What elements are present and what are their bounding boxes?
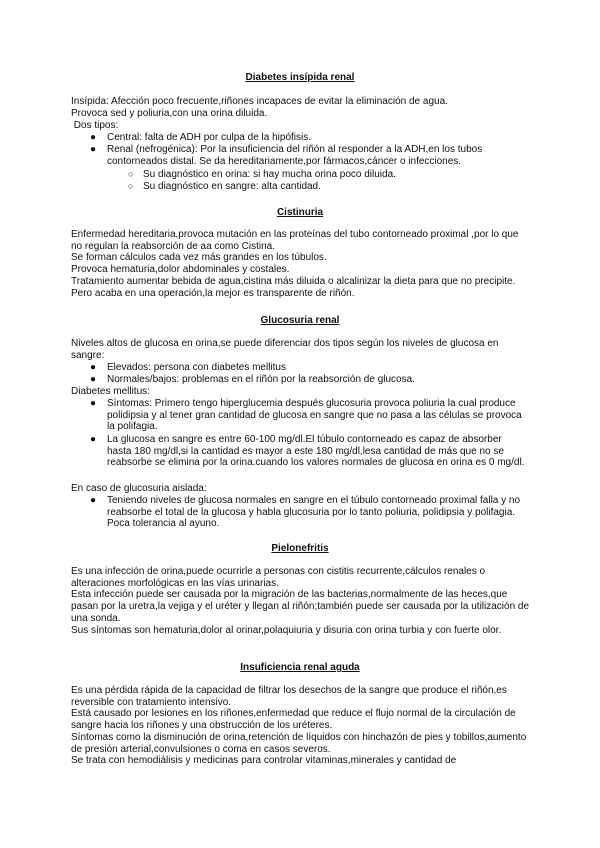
- paragraph-cistinuria: Enfermedad hereditaria,provoca mutación en las proteínas del tubo contorneado proximal ,por lo que no regulan la reabsorción de aa como Cistina. Se forman cálculos cada vez más grandes en los túbulos. Provoca hematuria,dolor abdominales y costales. Tratamiento aumentar bebida de agua,cistina más diluida o alcalinizar la dieta para que no precipite. Pero acaba en una operación,la mejor es transparente de riñón.: [71, 229, 519, 299]
- paragraph-glucosuria-intro: Niveles altos de glucosa en orina,se puede diferenciar dos tipos según los niveles de glucosa en sangre:: [71, 338, 499, 361]
- heading-cistinuria: Cistinuria: [276, 207, 324, 218]
- bullet-sintomas: Síntomas: Primero tengo hiperglucemia después glucosuria provoca poliuria la cual produce polidipsia y al tener gran cantidad de glucosa en sangre que no pasa a las células se provoca la polifagia.: [107, 398, 522, 433]
- heading-pielonefritis: Pielonefritis: [271, 543, 329, 554]
- bullet-dot: ●: [90, 434, 97, 445]
- bullet-dot: ●: [90, 374, 97, 385]
- bullet-dot: ●: [90, 362, 97, 373]
- sub-bullet-sangre: Su diagnóstico en sangre: alta cantidad.: [143, 181, 321, 192]
- sub-bullet-circle: ○: [128, 181, 134, 191]
- sub-bullet-circle: ○: [128, 169, 134, 179]
- paragraph-provoca-sed: Provoca sed y poliuria,con una orina diluida.: [71, 108, 268, 119]
- bullet-dot: ●: [90, 398, 97, 409]
- bullet-dot: ●: [90, 495, 97, 506]
- bullet-glucosa: La glucosa en sangre es entre 60-100 mg/dl.El túbulo contorneado es capaz de absorber hasta 180 mg/dl,si la cantidad es mayor a este 180 mg/dl,lesa cantidad de más que no se reabsorbe se elimina por la orina.cuando los valores normales de glucosa en orina es 0 mg/dl.: [107, 434, 525, 469]
- bullet-central: Central: falta de ADH por culpa de la hipófisis.: [107, 132, 311, 143]
- paragraph-pielonefritis: Es una infección de orina,puede ocurrirle a personas con cistitis recurrente,cálculos renales o alteraciones morfológicas en las vías urinarias. Esta infección puede ser causada por la migración de las bacterias,normalmente de las heces,que pasan por la uretra,la vejiga y el uréter y llegan al riñón;también puede ser causada por la utilización de una sonda. Sus síntomas son hematuria,dolor al orinar,polaquiuria y disuria con orina turbia y con fuerte olor.: [71, 566, 530, 636]
- bullet-dot: ●: [90, 132, 97, 143]
- sub-bullet-orina: Su diagnóstico en orina: si hay mucha orina poco diluida.: [143, 169, 396, 180]
- heading-glucosuria-renal: Glucosuria renal: [260, 315, 340, 326]
- paragraph-dos-tipos: Dos tipos:: [71, 120, 119, 131]
- bullet-aislada: Teniendo niveles de glucosa normales en sangre en el túbulo contorneado proximal falla y no reabsorbe el total de la glucosa y habla glucosuria por lo tanto poliuria, polidipsia y polifagia. Poca tolerancia al ayuno.: [107, 495, 521, 530]
- label-glucosuria-aislada: En caso de glucosuria aislada:: [71, 483, 207, 494]
- heading-diabetes-insipida-renal: Diabetes insípida renal: [245, 72, 355, 83]
- heading-insuficiencia-renal-aguda: Insuficiencia renal aguda: [240, 662, 360, 673]
- bullet-dot: ●: [90, 144, 97, 155]
- bullet-normales: Normales/bajos: problemas en el riñón por la reabsorción de glucosa.: [107, 374, 415, 385]
- bullet-renal: Renal (nefrogénica): Por la insuficiencia del riñón al responder a la ADH,en los tubos contorneados distal. Se da hereditariamente,por fármacos,cáncer o infecciones.: [107, 144, 483, 167]
- paragraph-insipida: Insípida: Afección poco frecuente,riñones incapaces de evitar la eliminación de agua.: [71, 96, 448, 107]
- bullet-elevados: Elevados: persona con diabetes mellitus: [107, 362, 286, 373]
- paragraph-insuficiencia: Es una pérdida rápida de la capacidad de filtrar los desechos de la sangre que produce el riñón,es reversible con tratamiento intensivo. Está causado por lesiones en los riñones,enfermedad que reduce el flujo normal de la circulación de sangre hacia los riñones y una obstrucción de los uréteres. Síntomas como la disminución de orina,retención de líquidos con hinchazón de pies y tobillos,aumento de presión arterial,convulsiones o coma en casos severos. Se trata con hemodiálisis y medicinas para controlar vitaminas,minerales y cantidad de: [71, 685, 527, 767]
- label-diabetes-mellitus: Diabetes mellitus:: [71, 386, 150, 397]
